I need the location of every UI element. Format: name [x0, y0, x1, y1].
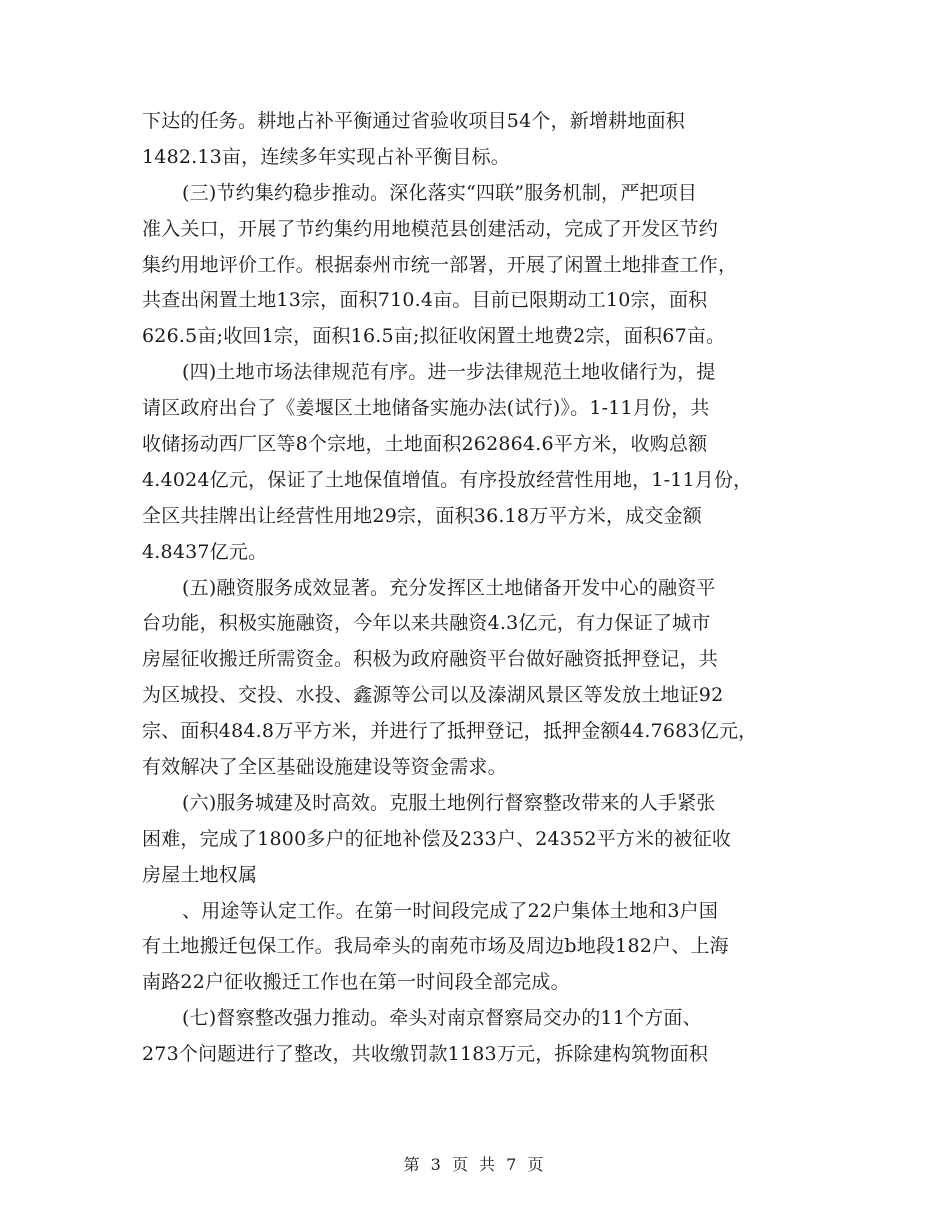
text-line: 房屋土地权属: [142, 863, 258, 886]
text-line: 收储扬动西厂区等8个宗地，土地面积262864.6平方米，收购总额: [142, 433, 708, 456]
text-line: 为区城投、交投、水投、鑫源等公司以及溱湖风景区等发放土地证92: [142, 684, 724, 707]
text-line: 4.8437亿元。: [142, 540, 268, 563]
text-line: 台功能，积极实施融资，今年以来共融资4.3亿元，有力保证了城市: [142, 612, 711, 635]
text-line: (四)土地市场法律规范有序。进一步法律规范土地收储行为，提: [182, 361, 716, 384]
text-line: 全区共挂牌出让经营性用地29宗，面积36.18万平方米，成交金额: [142, 504, 702, 527]
text-line: (七)督察整改强力推动。牵头对南京督察局交办的11个方面、: [182, 1007, 702, 1030]
text-line: (五)融资服务成效显著。充分发挥区土地储备开发中心的融资平: [182, 576, 716, 599]
text-line: 下达的任务。耕地占补平衡通过省验收项目54个，新增耕地面积: [142, 110, 685, 132]
text-line: 626.5亩;收回1宗，面积16.5亩;拟征收闲置土地费2宗，面积67亩。: [142, 325, 726, 348]
text-line: 房屋征收搬迁所需资金。积极为政府融资平台做好融资抵押登记，共: [142, 648, 719, 671]
text-line: 4.4024亿元，保证了土地保值增值。有序投放经营性用地，1-11月份，: [142, 468, 753, 491]
text-line: 273个问题进行了整改，共收缴罚款1183万元，拆除建构筑物面积: [142, 1043, 709, 1066]
text-line: 南路22户征收搬迁工作也在第一时间段全部完成。: [142, 971, 570, 994]
page-footer: 第 3 页 共 7 页: [403, 1155, 547, 1174]
text-line: 、用途等认定工作。在第一时间段完成了22户集体土地和3户国: [182, 899, 719, 922]
text-line: 1482.13亩，连续多年实现占补平衡目标。: [142, 145, 510, 168]
text-line: 请区政府出台了《姜堰区土地储备实施办法(试行)》。1-11月份，共: [142, 397, 710, 420]
text-line: (三)节约集约稳步推动。深化落实“四联”服务机制，严把项目: [182, 181, 698, 204]
text-line: 有土地搬迁包保工作。我局牵头的南苑市场及周边b地段182户、上海: [142, 935, 729, 958]
document-body: [142, 104, 832, 1073]
text-line: 共查出闲置土地13宗，面积710.4亩。目前已限期动工10宗，面积: [142, 289, 708, 312]
text-line: 有效解决了全区基础设施建设等资金需求。: [142, 756, 507, 779]
text-line: (六)服务城建及时高效。克服土地例行督察整改带来的人手紧张: [182, 791, 716, 814]
text-line: 准入关口，开展了节约集约用地模范县创建活动，完成了开发区节约: [142, 217, 719, 240]
text-line: 集约用地评价工作。根据泰州市统一部署，开展了闲置土地排查工作，: [142, 253, 738, 276]
text-line: 宗、面积484.8万平方米，并进行了抵押登记，抵押金额44.7683亿元，: [142, 720, 758, 743]
text-line: 困难，完成了1800多户的征地补偿及233户、24352平方米的被征收: [142, 827, 732, 850]
